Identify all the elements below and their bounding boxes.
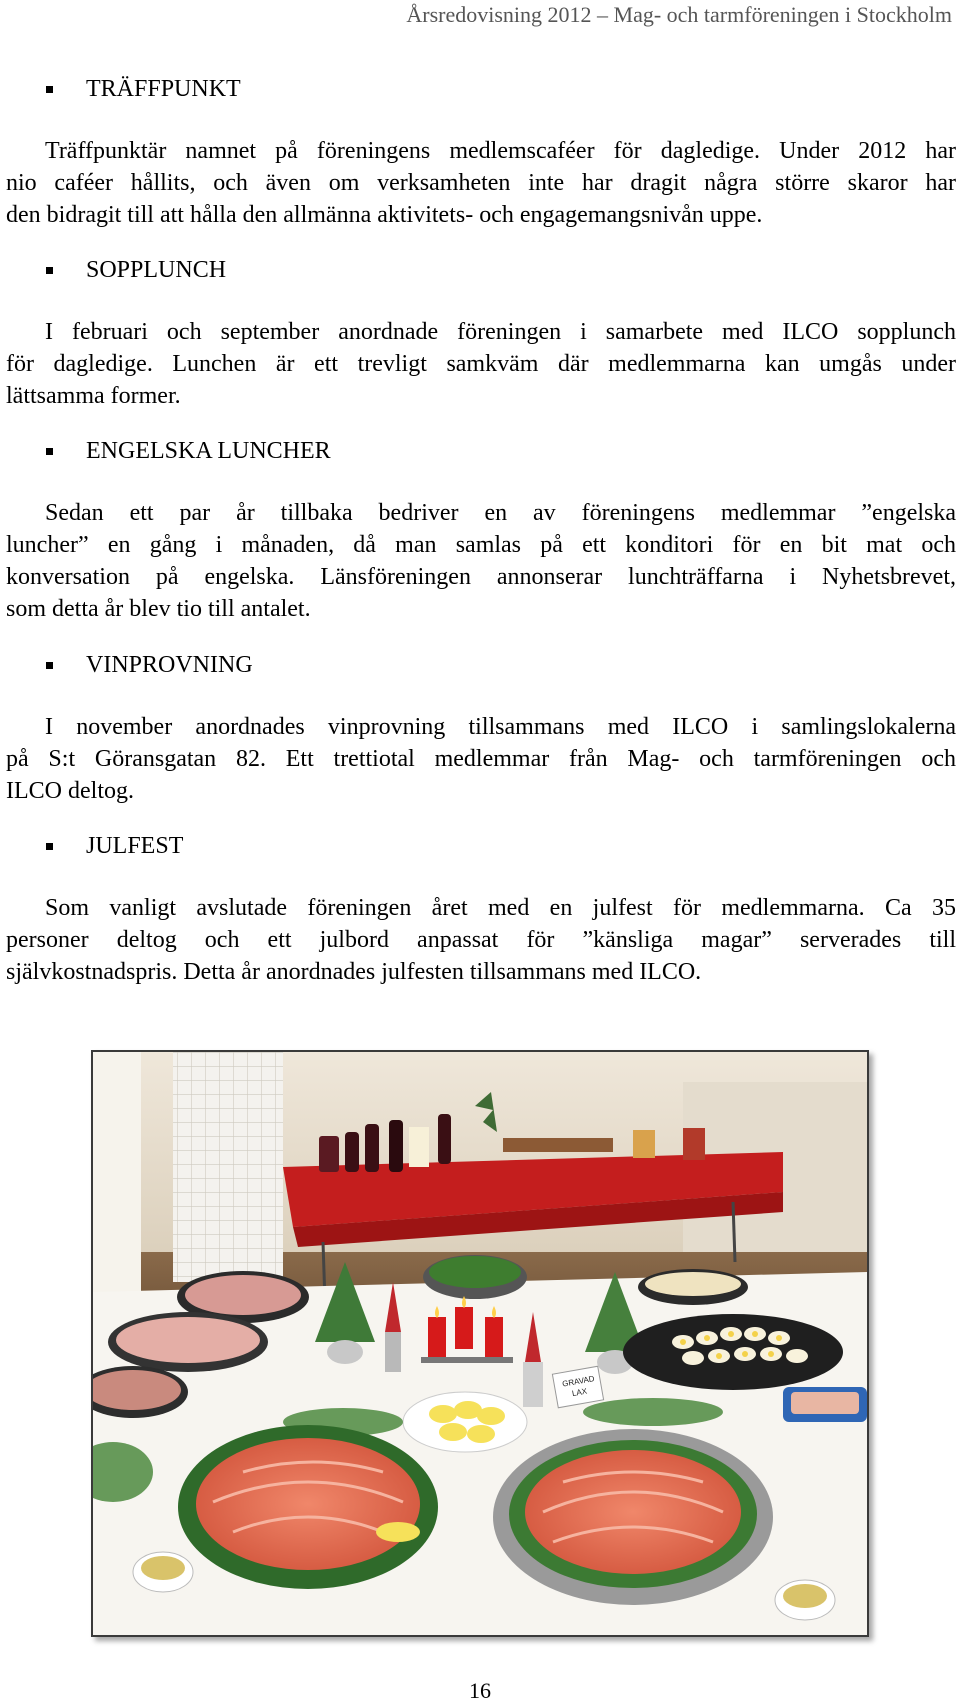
text-line: I februari och september anordnade föreningen i samarbete med ILCO sopplunch (45, 319, 956, 345)
salmon-platter-right (493, 1429, 773, 1605)
text-line: för dagledige. Lunchen är ett trevligt samkväm där medlemmarna kan umgås under (6, 351, 956, 377)
julfest-buffet-photo (91, 1050, 869, 1637)
sign-text-line: LAX (571, 1386, 588, 1399)
heading-text: SOPPLUNCH (86, 257, 227, 283)
text-line: I november anordnades vinprovning tillsammans med ILCO i samlingslokalerna (45, 714, 956, 740)
paragraph-vinprovning (6, 711, 956, 807)
sign-text-line: GRAVAD (561, 1374, 596, 1389)
section-heading-julfest (46, 833, 183, 860)
text-line: luncher” en gång i månaden, då man samlas på ett konditori för en bit mat och (6, 532, 956, 558)
ham-platter (185, 1275, 301, 1315)
heading-text: TRÄFFPUNKT (86, 76, 241, 102)
section-heading-sopplunch (46, 257, 226, 284)
heading-text: JULFEST (86, 833, 184, 859)
lemon-plate (403, 1392, 527, 1452)
text-line: självkostnadspris. Detta år anordnades julfesten tillsammans med ILCO. (6, 959, 702, 985)
text-line: Träffpunktär namnet på föreningens medlemscaféer för dagledige. Under 2012 har (45, 138, 956, 164)
radiator-grille (173, 1052, 283, 1282)
text-line: personer deltog och ett julbord anpassat för ”känsliga magar” serverades till (6, 927, 956, 953)
ham-platter (116, 1317, 260, 1363)
text-line: Sedan ett par år tillbaka bedriver en av föreningens medlemmar ”engelska (45, 500, 956, 526)
text-line: den bidragit till att hålla den allmänna aktivitets- och engagemangsnivån uppe. (6, 202, 763, 228)
square-bullet-icon (46, 86, 53, 93)
section-heading-vinprovning (46, 652, 253, 679)
paragraph-julfest (6, 892, 956, 988)
paragraph-sopplunch (6, 316, 956, 412)
text-line: som detta år blev tio till antalet. (6, 596, 311, 622)
heading-text: ENGELSKA LUNCHER (86, 438, 331, 464)
section-heading-engelska-luncher (46, 438, 331, 465)
gravad-lax-sign (552, 1366, 603, 1407)
text-line: på S:t Göransgatan 82. Ett trettiotal medlemmar från Mag- och tarmföreningen och (6, 746, 956, 772)
square-bullet-icon (46, 662, 53, 669)
running-header: Årsredovisning 2012 – Mag- och tarmföreningen i Stockholm (406, 2, 952, 27)
section-heading-traffpunkt (46, 76, 241, 103)
text-line: konversation på engelska. Länsföreningen annonserar lunchträffarna i Nyhetsbrevet, (6, 564, 956, 590)
text-line: nio caféer hållits, och även om verksamheten inte har dragit några större skaror har (6, 170, 956, 196)
text-line: lättsamma former. (6, 383, 181, 409)
paragraph-engelska-luncher (6, 497, 956, 625)
text-line: Som vanligt avslutade föreningen året med en julfest för medlemmarna. Ca 35 (45, 895, 956, 921)
salad-bowl (429, 1256, 521, 1288)
square-bullet-icon (46, 843, 53, 850)
paragraph-traffpunkt (6, 135, 956, 231)
salmon-platter-left (178, 1425, 438, 1589)
doorframe (93, 1052, 141, 1312)
page-number: 16 (469, 1678, 491, 1703)
buffet-illustration (93, 1052, 867, 1635)
square-bullet-icon (46, 448, 53, 455)
text-line: ILCO deltog. (6, 778, 134, 804)
square-bullet-icon (46, 267, 53, 274)
heading-text: VINPROVNING (86, 652, 253, 678)
